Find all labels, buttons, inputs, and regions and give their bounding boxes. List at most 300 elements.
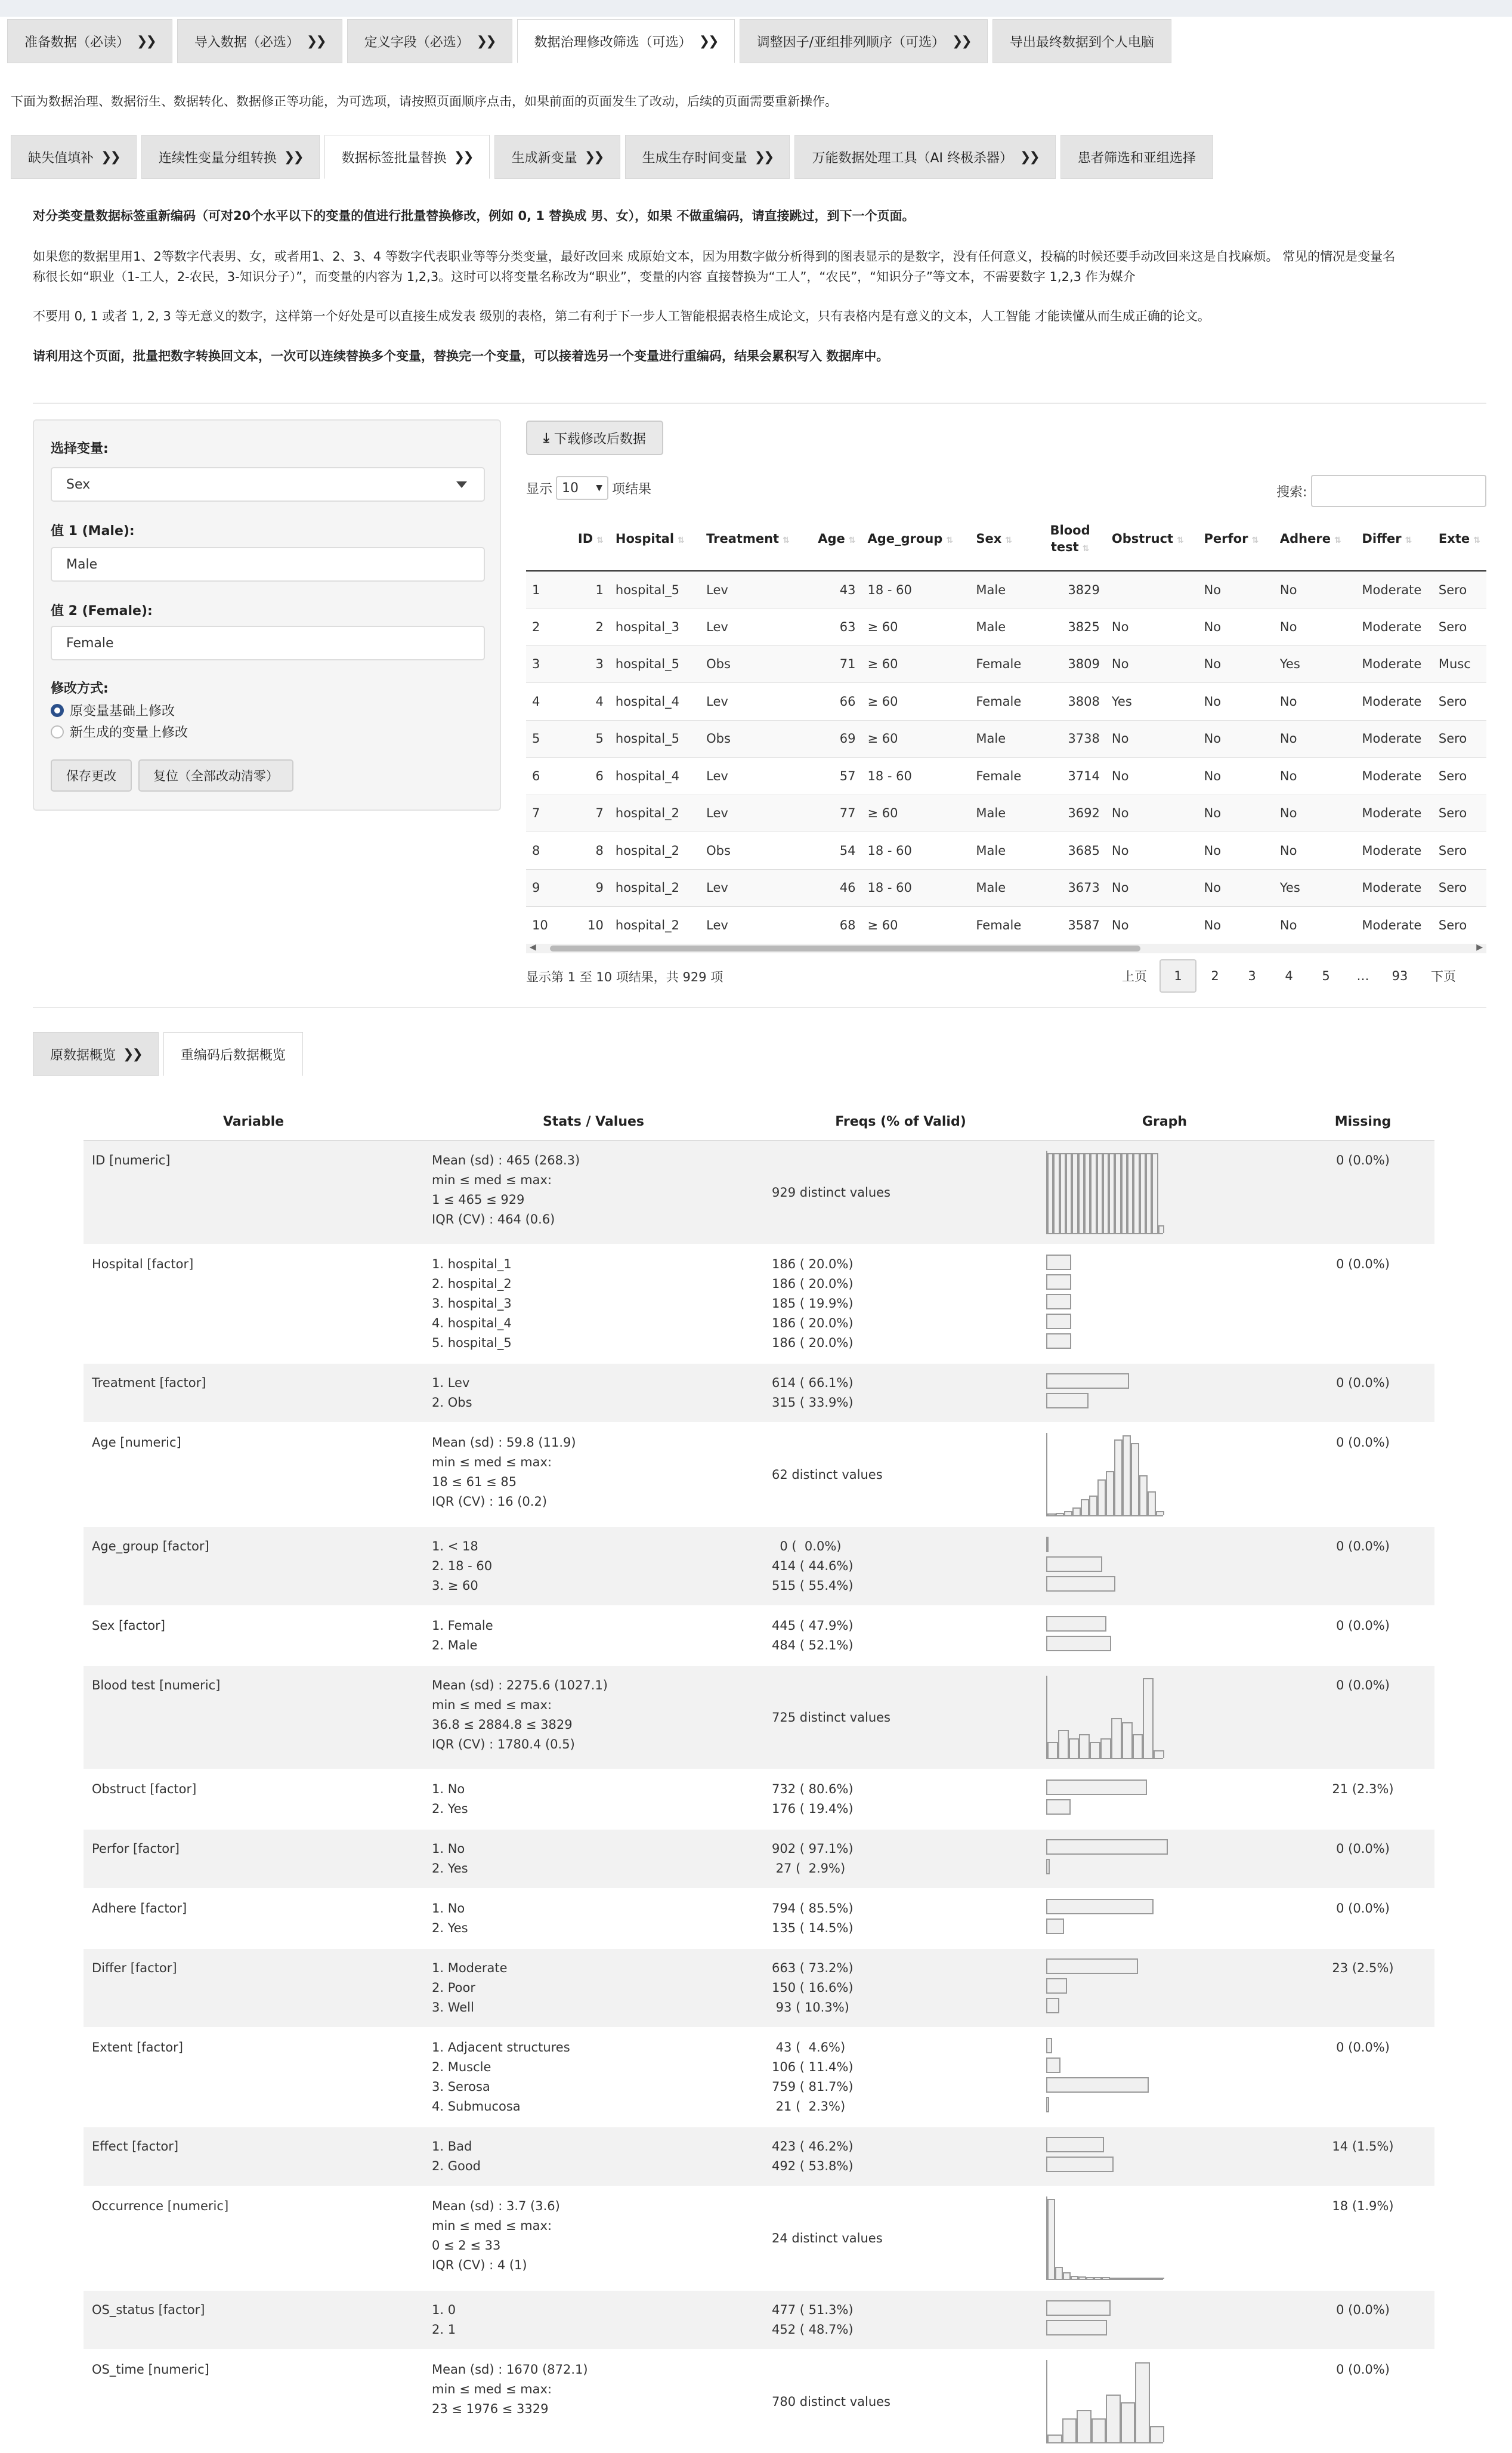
stats-line: IQR (CV) : 1780.4 (0.5) — [432, 1737, 575, 1751]
table-cell: Moderate — [1356, 645, 1433, 683]
summary-header: Freqs (% of Valid) — [763, 1104, 1038, 1141]
tab-main-tabs-5[interactable] — [992, 19, 1171, 63]
freq-line: 477 ( 51.3%) — [772, 2303, 854, 2317]
missing-cell: 23 (2.5%) — [1291, 1948, 1434, 2028]
graph-cell — [1038, 1363, 1291, 1423]
column-header[interactable] — [1106, 508, 1198, 571]
stats-line: 3. Well — [432, 2000, 474, 2015]
divider — [33, 1007, 1486, 1008]
tab-sub-tabs-4[interactable] — [625, 135, 790, 179]
summary-row — [84, 1244, 1434, 1363]
frequency-bar — [1046, 1799, 1071, 1815]
histogram-bar — [1133, 1153, 1139, 1233]
table-cell: No — [1198, 645, 1274, 683]
column-header[interactable] — [561, 508, 610, 571]
freq-line: 135 ( 14.5%) — [772, 1921, 854, 1935]
double-chevron-right-icon: ❯❯ — [137, 33, 155, 49]
column-header[interactable] — [861, 508, 970, 571]
graph-cell — [1038, 2186, 1291, 2290]
column-header[interactable] — [1356, 508, 1433, 571]
freq-line: 186 ( 20.0%) — [772, 1336, 854, 1350]
tab-label: 数据标签批量替换 — [341, 150, 447, 166]
table-cell: Female — [970, 645, 1034, 683]
table-cell: Moderate — [1356, 758, 1433, 795]
stats-cell — [423, 1244, 763, 1363]
column-header[interactable] — [801, 508, 862, 571]
stats-cell — [423, 2028, 763, 2127]
histogram-bar — [1072, 1153, 1078, 1233]
histogram-bar — [1092, 2418, 1106, 2442]
table-cell: ≥ 60 — [861, 720, 970, 758]
variable-select[interactable] — [51, 467, 485, 502]
radio-unchecked-icon — [51, 725, 64, 739]
table-cell: Lev — [700, 571, 801, 608]
column-header[interactable] — [1433, 508, 1486, 571]
tab-label: 连续性变量分组转换 — [158, 150, 277, 166]
histogram-bar — [1115, 1153, 1121, 1233]
frequency-bar — [1046, 1333, 1071, 1349]
frequency-bar — [1046, 1899, 1154, 1914]
variable-name: Occurrence [numeric] — [84, 2186, 423, 2290]
tab-label: 万能数据处理工具（AI 终极杀器） — [812, 150, 1013, 166]
window-top-bar — [0, 0, 1512, 17]
stats-line: 2. Yes — [432, 1921, 468, 1935]
table-cell: Sero — [1433, 795, 1486, 832]
table-cell: hospital_2 — [610, 795, 700, 832]
missing-cell: 14 (1.5%) — [1291, 2127, 1434, 2186]
radio-modify-original[interactable] — [51, 701, 175, 719]
variable-name: Extent [factor] — [84, 2028, 423, 2127]
freqs-cell — [763, 1141, 1038, 1244]
histogram-bar — [1079, 1734, 1090, 1758]
page-button[interactable]: 上页 — [1122, 969, 1147, 984]
table-cell: Sero — [1433, 608, 1486, 646]
table-cell: 3685 — [1034, 832, 1106, 870]
intro-text: 下面为数据治理、数据衍生、数据转化、数据修正等功能，为可选项，请按照页面顺序点击，如果前面的页面发生了改动，后续的页面需要重新操作。 — [11, 94, 837, 109]
tab-sub-tabs-5[interactable] — [794, 135, 1055, 179]
histogram-bar — [1089, 1496, 1097, 1516]
value1-label: 值 1 (Male): — [51, 524, 135, 539]
table-cell: No — [1274, 795, 1356, 832]
missing-cell: 0 (0.0%) — [1291, 2028, 1434, 2127]
table-cell: ≥ 60 — [861, 683, 970, 721]
stats-line: 5. hospital_5 — [432, 1336, 512, 1350]
freqs-cell — [763, 1948, 1038, 2028]
reset-button[interactable]: 复位（全部改动清零） — [138, 759, 293, 792]
variable-name: Perfor [factor] — [84, 1829, 423, 1889]
stats-line: Mean (sd) : 59.8 (11.9) — [432, 1435, 576, 1450]
tab-label: 定义字段（必选） — [364, 35, 469, 50]
histogram-bar — [1106, 2395, 1121, 2442]
freq-line: 929 distinct values — [772, 1185, 890, 1200]
summary-row — [84, 2127, 1434, 2186]
table-info: 显示第 1 至 10 项结果，共 929 项 — [526, 970, 723, 984]
double-chevron-right-icon: ❯❯ — [1020, 149, 1038, 165]
graph-cell — [1038, 1527, 1291, 1606]
stats-line: 1. No — [432, 1901, 465, 1916]
freq-line: 186 ( 20.0%) — [772, 1316, 854, 1330]
table-cell: 57 — [801, 758, 862, 795]
histogram — [1046, 1151, 1163, 1234]
value2-label: 值 2 (Female): — [51, 604, 153, 619]
histogram-bar — [1063, 2272, 1071, 2279]
frequency-bar — [1046, 1978, 1067, 1994]
tab-sub-tabs-6[interactable] — [1060, 135, 1213, 179]
tab-sub-tabs-1[interactable] — [141, 135, 320, 179]
freq-line: 27 ( 2.9%) — [772, 1861, 846, 1876]
freq-line: 445 ( 47.9%) — [772, 1618, 854, 1633]
summary-row — [84, 2350, 1434, 2453]
data-table-scroll[interactable] — [526, 508, 1486, 944]
table-cell: 5 — [526, 720, 561, 758]
table-row[interactable] — [526, 645, 1486, 683]
table-row[interactable] — [526, 795, 1486, 832]
stats-line: IQR (CV) : 16 (0.2) — [432, 1494, 548, 1509]
freq-line: 21 ( 2.3%) — [772, 2099, 846, 2114]
desc-paragraph-1: 对分类变量数据标签重新编码（可对20个水平以下的变量的值进行批量替换修改，例如 0, 1 替换成 男、女），如果 不做重编码，请直接跳过，到下一个页面。 — [33, 209, 915, 223]
table-row[interactable] — [526, 571, 1486, 608]
save-button[interactable]: 保存更改 — [51, 759, 132, 792]
histogram-bar — [1121, 1153, 1127, 1233]
histogram-bar — [1078, 2276, 1086, 2279]
stats-line: 1. Female — [432, 1618, 493, 1633]
freqs-cell — [763, 1423, 1038, 1527]
variable-name: Age_group [factor] — [84, 1527, 423, 1606]
table-cell: No — [1198, 907, 1274, 944]
freqs-cell — [763, 1889, 1038, 1948]
summary-header: Missing — [1291, 1104, 1434, 1141]
stats-line: 2. 1 — [432, 2322, 456, 2337]
page-length-select[interactable] — [556, 476, 608, 500]
frequency-bar — [1046, 1839, 1168, 1855]
table-cell: Male — [970, 832, 1034, 870]
freqs-cell — [763, 1666, 1038, 1769]
histogram-bar — [1150, 2426, 1165, 2442]
tab-label: 缺失值填补 — [28, 150, 94, 166]
stats-cell — [423, 1527, 763, 1606]
frequency-bar — [1046, 1998, 1059, 2013]
table-cell: No — [1198, 571, 1274, 608]
table-cell: No — [1198, 608, 1274, 646]
column-header[interactable] — [970, 508, 1034, 571]
table-cell: Sero — [1433, 720, 1486, 758]
variable-name: Adhere [factor] — [84, 1889, 423, 1948]
desc-paragraph-2a: 如果您的数据里用1、2等数字代表男、女，或者用1、2、3、4 等数字代表职业等等分类变量，最好改回来 成原始文本，因为用数字做分析得到的图表显示的是数字，没有任何意义，投稿的时候还要手动改回来这是自找麻烦。 常见的情况是变量名 — [33, 249, 1396, 264]
column-header[interactable] — [610, 508, 700, 571]
table-cell: No — [1106, 645, 1198, 683]
value2-input[interactable]: Female — [51, 626, 485, 660]
freq-line: 725 distinct values — [772, 1710, 890, 1725]
table-cell: No — [1198, 758, 1274, 795]
table-cell: 8 — [561, 832, 610, 870]
tab-main-tabs-0[interactable] — [7, 19, 172, 63]
table-cell: hospital_2 — [610, 907, 700, 944]
frequency-bar — [1046, 1859, 1050, 1874]
freq-line: 0 ( 0.0%) — [772, 1539, 842, 1553]
missing-cell: 18 (1.9%) — [1291, 2186, 1434, 2290]
stats-line: 2. Poor — [432, 1981, 475, 1995]
radio-label: 新生成的变量上修改 — [70, 725, 188, 740]
histogram-bar — [1114, 1439, 1123, 1515]
stats-line: Mean (sd) : 465 (268.3) — [432, 1153, 580, 1167]
stats-line: 18 ≤ 61 ≤ 85 — [432, 1475, 517, 1489]
table-cell: Sero — [1433, 683, 1486, 721]
table-cell: hospital_2 — [610, 869, 700, 907]
stats-cell — [423, 1666, 763, 1769]
histogram-bar — [1094, 2277, 1102, 2279]
table-cell: 3808 — [1034, 683, 1106, 721]
frequency-bar — [1046, 2097, 1049, 2112]
histogram-bar — [1064, 1511, 1072, 1515]
stats-line: 2. Obs — [432, 1395, 472, 1410]
tab-overview-tabs-1[interactable] — [163, 1032, 303, 1076]
table-cell: Moderate — [1356, 683, 1433, 721]
page-button[interactable]: 5 — [1322, 969, 1330, 983]
table-cell: 10 — [561, 907, 610, 944]
download-button[interactable] — [526, 421, 663, 455]
table-cell: Male — [970, 720, 1034, 758]
tab-sub-tabs-0[interactable] — [11, 135, 137, 179]
table-row[interactable] — [526, 758, 1486, 795]
stats-line: 2. 18 - 60 — [432, 1559, 493, 1573]
tab-main-tabs-4[interactable] — [740, 19, 988, 63]
page-button[interactable]: 4 — [1285, 969, 1293, 983]
graph-cell — [1038, 1769, 1291, 1829]
table-row[interactable] — [526, 608, 1486, 646]
search-label: 搜索: — [1276, 485, 1307, 500]
histogram-bar — [1066, 1153, 1072, 1233]
sort-icon: ⇅ — [1334, 535, 1341, 545]
table-cell: No — [1198, 869, 1274, 907]
table-cell: 18 - 60 — [861, 832, 970, 870]
sort-icon: ⇅ — [678, 535, 685, 545]
tab-sub-tabs-2[interactable] — [324, 135, 490, 179]
frequency-bar — [1046, 1373, 1129, 1389]
summary-row — [84, 1769, 1434, 1829]
stats-line: Mean (sd) : 2275.6 (1027.1) — [432, 1678, 608, 1692]
stats-cell — [423, 1423, 763, 1527]
histogram-bar — [1071, 2276, 1078, 2279]
graph-cell — [1038, 1141, 1291, 1244]
stats-line: IQR (CV) : 4 (1) — [432, 2258, 527, 2272]
frequency-bar — [1046, 1918, 1064, 1934]
freq-line: 43 ( 4.6%) — [772, 2040, 846, 2055]
variable-name: Treatment [factor] — [84, 1363, 423, 1423]
table-row[interactable] — [526, 683, 1486, 721]
table-cell: hospital_4 — [610, 683, 700, 721]
page-length-control — [526, 475, 651, 501]
table-cell: 71 — [801, 645, 862, 683]
stats-cell — [423, 1141, 763, 1244]
tab-main-tabs-2[interactable] — [347, 19, 512, 63]
stats-line: min ≤ med ≤ max: — [432, 1173, 552, 1187]
table-cell: 3692 — [1034, 795, 1106, 832]
table-cell: Moderate — [1356, 907, 1433, 944]
stats-line: 2. Muscle — [432, 2060, 491, 2074]
histogram-bar — [1056, 1513, 1064, 1515]
horizontal-scrollbar[interactable] — [526, 944, 1486, 953]
summary-header: Graph — [1038, 1104, 1291, 1141]
histogram-bar — [1133, 2278, 1141, 2279]
page-button[interactable]: 1 — [1159, 959, 1196, 993]
freq-line: 759 ( 81.7%) — [772, 2080, 854, 2094]
divider — [33, 403, 1486, 404]
freq-line: 62 distinct values — [772, 1467, 883, 1482]
table-cell: No — [1274, 683, 1356, 721]
table-cell: Moderate — [1356, 571, 1433, 608]
histogram — [1046, 1433, 1163, 1516]
freq-line: 614 ( 66.1%) — [772, 1376, 854, 1390]
histogram-bar — [1047, 2435, 1062, 2442]
table-cell: 43 — [801, 571, 862, 608]
histogram-bar — [1126, 2278, 1133, 2279]
missing-cell: 0 (0.0%) — [1291, 2290, 1434, 2350]
table-cell: hospital_5 — [610, 571, 700, 608]
sort-icon: ⇅ — [848, 535, 856, 545]
table-cell: 6 — [561, 758, 610, 795]
column-header[interactable] — [526, 508, 561, 571]
sort-icon: ⇅ — [1005, 535, 1013, 545]
histogram — [1046, 1676, 1163, 1759]
missing-cell: 0 (0.0%) — [1291, 1606, 1434, 1666]
frequency-bar — [1046, 2038, 1052, 2053]
table-row[interactable] — [526, 720, 1486, 758]
tab-main-tabs-1[interactable] — [177, 19, 342, 63]
table-cell: Male — [970, 608, 1034, 646]
download-icon: ⤓ — [543, 430, 549, 446]
column-header-label: Sex — [976, 531, 1002, 546]
table-cell: 3829 — [1034, 571, 1106, 608]
table-cell: 5 — [561, 720, 610, 758]
frequency-bar — [1046, 2137, 1104, 2152]
column-header[interactable] — [1274, 508, 1356, 571]
histogram-bar — [1122, 1722, 1133, 1758]
double-chevron-right-icon: ❯❯ — [306, 33, 325, 49]
column-header[interactable] — [1198, 508, 1274, 571]
tab-overview-tabs-0[interactable] — [33, 1032, 159, 1076]
table-cell: Sero — [1433, 907, 1486, 944]
histogram-bar — [1069, 1738, 1080, 1759]
table-row[interactable] — [526, 869, 1486, 907]
frequency-bar — [1046, 1255, 1071, 1270]
double-chevron-right-icon: ❯❯ — [476, 33, 495, 49]
desc-paragraph-2b: 称很长如“职业（1-工人，2-农民，3-知识分子）”，而变量的内容为 1,2,3。这时可以将变量名称改为“职业”，变量的内容 直接替换为“工人”，“农民”，“知识分子”等文本，不需要数字 1,2,3 作为媒介 — [33, 270, 1136, 284]
freq-line: 732 ( 80.6%) — [772, 1782, 854, 1796]
table-cell: 4 — [561, 683, 610, 721]
page-button[interactable]: 2 — [1211, 969, 1219, 983]
freq-line: 176 ( 19.4%) — [772, 1802, 854, 1816]
page-button[interactable]: 93 — [1392, 969, 1408, 983]
tab-label: 数据治理修改筛选（可选） — [534, 35, 692, 50]
histogram-bar — [1090, 1153, 1096, 1233]
table-cell: Moderate — [1356, 608, 1433, 646]
freq-line: 794 ( 85.5%) — [772, 1901, 854, 1916]
histogram-bar — [1152, 1153, 1158, 1233]
freqs-cell — [763, 2127, 1038, 2186]
tab-label: 生成生存时间变量 — [642, 150, 747, 166]
column-header-label: Blood test — [1050, 523, 1090, 554]
table-cell: 3 — [561, 645, 610, 683]
freqs-cell — [763, 2028, 1038, 2127]
table-cell: No — [1106, 608, 1198, 646]
column-header-label: ID — [577, 531, 593, 546]
graph-cell — [1038, 1606, 1291, 1666]
value1-input[interactable]: Male — [51, 547, 485, 582]
histogram-bar — [1047, 1513, 1056, 1515]
column-header[interactable] — [1034, 508, 1106, 571]
table-cell: hospital_5 — [610, 645, 700, 683]
stats-line: 1. hospital_1 — [432, 1257, 512, 1271]
table-cell: 54 — [801, 832, 862, 870]
stats-cell — [423, 1363, 763, 1423]
table-row[interactable] — [526, 907, 1486, 944]
scroll-left-icon[interactable]: ◀ — [530, 943, 536, 952]
sort-icon: ⇅ — [596, 535, 604, 545]
histogram-bar — [1141, 2278, 1149, 2279]
freq-line: 150 ( 16.6%) — [772, 1981, 854, 1995]
histogram-bar — [1062, 2418, 1077, 2442]
table-cell: 3714 — [1034, 758, 1106, 795]
tab-sub-tabs-3[interactable] — [494, 135, 620, 179]
summary-row — [84, 1606, 1434, 1666]
freqs-cell — [763, 1829, 1038, 1889]
table-cell: Sero — [1433, 758, 1486, 795]
table-cell: No — [1198, 720, 1274, 758]
histogram-bar — [1047, 1742, 1058, 1758]
summary-table — [84, 1104, 1434, 2453]
table-cell: Moderate — [1356, 869, 1433, 907]
table-row[interactable] — [526, 832, 1486, 870]
table-cell: hospital_2 — [610, 832, 700, 870]
table-cell: No — [1106, 720, 1198, 758]
stats-line: 1 ≤ 465 ≤ 929 — [432, 1192, 525, 1207]
table-cell: Musc — [1433, 645, 1486, 683]
freq-line: 315 ( 33.9%) — [772, 1395, 854, 1410]
page-button[interactable]: 下页 — [1431, 969, 1456, 984]
stats-cell — [423, 2186, 763, 2290]
histogram-bar — [1097, 1479, 1106, 1515]
radio-modify-new[interactable] — [51, 722, 188, 741]
table-cell: 3587 — [1034, 907, 1106, 944]
chevron-down-icon — [456, 481, 467, 488]
summary-row — [84, 1948, 1434, 2028]
summary-row — [84, 1363, 1434, 1423]
table-cell: 77 — [801, 795, 862, 832]
page-button[interactable]: 3 — [1248, 969, 1256, 983]
scrollbar-thumb[interactable] — [550, 946, 1140, 951]
sort-icon: ⇅ — [1473, 535, 1480, 545]
summary-header: Stats / Values — [423, 1104, 763, 1141]
search-input[interactable] — [1311, 475, 1486, 507]
tab-main-tabs-3[interactable] — [517, 19, 735, 63]
graph-cell — [1038, 2028, 1291, 2127]
stats-line: 36.8 ≤ 2884.8 ≤ 3829 — [432, 1717, 573, 1732]
stats-line: 1. < 18 — [432, 1539, 478, 1553]
table-cell: No — [1274, 907, 1356, 944]
histogram-bar — [1053, 1153, 1059, 1233]
column-header[interactable] — [700, 508, 801, 571]
desc-paragraph-4: 请利用这个页面，批量把数字转换回文本，一次可以连续替换多个变量，替换完一个变量，可以接着选另一个变量进行重编码，结果会累积写入 数据库中。 — [33, 349, 889, 363]
tab-label: 患者筛选和亚组选择 — [1077, 150, 1196, 166]
stats-line: 3. Serosa — [432, 2080, 490, 2094]
histogram-bar — [1131, 1443, 1139, 1515]
stats-line: 3. hospital_3 — [432, 1296, 512, 1311]
table-cell: Moderate — [1356, 832, 1433, 870]
chevron-down-icon: ▼ — [596, 483, 603, 493]
stats-cell — [423, 1948, 763, 2028]
scroll-right-icon[interactable]: ▶ — [1476, 943, 1483, 952]
frequency-bar — [1046, 1274, 1071, 1290]
